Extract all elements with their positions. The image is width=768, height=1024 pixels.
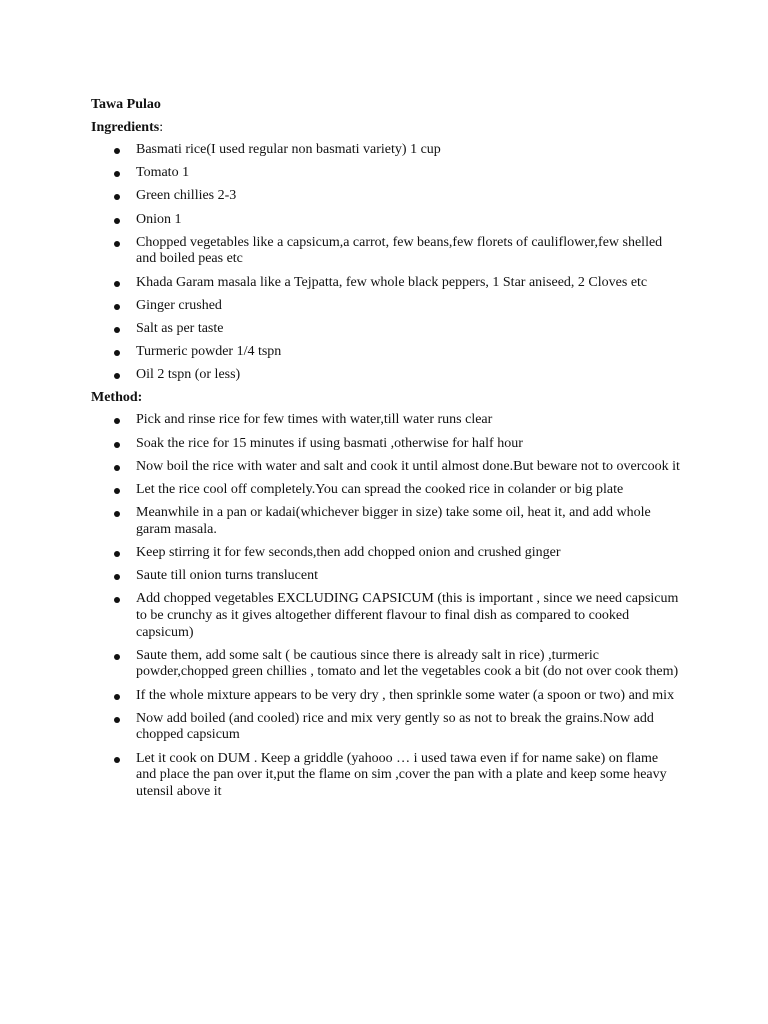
method-step xyxy=(91,505,681,538)
ingredient-item xyxy=(91,321,681,338)
method-step-text: Now boil the rice with water and salt and cook it until almost done.But beware not to overcook it xyxy=(136,458,680,474)
method-step xyxy=(91,412,681,429)
ingredients-heading-text: Ingredients xyxy=(91,120,160,135)
method-step-text: If the whole mixture appears to be very dry , then sprinkle some water (a spoon or two) and mix xyxy=(136,687,675,703)
ingredient-item xyxy=(91,188,681,205)
ingredient-item xyxy=(91,235,681,268)
bullet-icon xyxy=(114,171,120,177)
bullet-icon xyxy=(114,373,120,379)
method-step-text: Let it cook on DUM . Keep a griddle (yahooo … i used tawa even if for name sake) on flame and place the pan over it,put the flame on sim ,cover the pan with a plate and keep some heavy utensil above it xyxy=(136,750,667,799)
method-step-text: Soak the rice for 15 minutes if using basmati ,otherwise for half hour xyxy=(136,435,523,451)
method-step xyxy=(91,711,681,744)
ingredient-text: Basmati rice(I used regular non basmati variety) 1 cup xyxy=(136,142,441,157)
document-body xyxy=(91,97,681,807)
bullet-icon xyxy=(114,465,120,471)
method-heading: Method: xyxy=(91,390,143,406)
method-step-text: Pick and rinse rice for few times with water,till water runs clear xyxy=(136,412,493,428)
ingredient-text: Chopped vegetables like a capsicum,a carrot, few beans,few florets of cauliflower,few shelled and boiled peas etc xyxy=(136,234,663,267)
bullet-icon xyxy=(114,148,120,154)
bullet-icon xyxy=(114,281,120,287)
bullet-icon xyxy=(114,488,120,494)
ingredient-text: Khada Garam masala like a Tejpatta, few whole black peppers, 1 Star aniseed, 2 Cloves etc xyxy=(136,274,648,290)
ingredients-list xyxy=(91,142,681,384)
method-step xyxy=(91,482,681,499)
recipe-title: Tawa Pulao xyxy=(91,97,161,112)
ingredient-text: Ginger crushed xyxy=(136,297,222,313)
ingredient-item xyxy=(91,142,681,159)
ingredients-heading-colon: : xyxy=(159,120,164,135)
bullet-icon xyxy=(114,551,120,557)
method-step-text: Meanwhile in a pan or kadai(whichever bigger in size) take some oil, heat it, and add whole garam masala. xyxy=(136,505,651,537)
bullet-icon xyxy=(114,574,120,580)
method-step xyxy=(91,459,681,476)
ingredient-item xyxy=(91,212,681,229)
method-step-text: Saute till onion turns translucent xyxy=(136,568,318,584)
method-step xyxy=(91,591,681,641)
ingredient-text: Turmeric powder 1/4 tspn xyxy=(136,344,282,360)
ingredients-heading xyxy=(91,120,681,136)
method-step xyxy=(91,751,681,801)
bullet-icon xyxy=(114,442,120,448)
ingredient-item xyxy=(91,344,681,361)
method-step xyxy=(91,545,681,562)
bullet-icon xyxy=(114,327,120,333)
bullet-icon xyxy=(114,194,120,200)
method-list xyxy=(91,412,681,800)
method-step xyxy=(91,648,681,681)
ingredient-text: Green chillies 2-3 xyxy=(136,188,237,204)
bullet-icon xyxy=(114,350,120,356)
method-step xyxy=(91,688,681,705)
method-step xyxy=(91,568,681,585)
method-step-text: Now add boiled (and cooled) rice and mix very gently so as not to break the grains.Now add chopped capsicum xyxy=(136,710,654,743)
bullet-icon xyxy=(114,694,120,700)
bullet-icon xyxy=(114,597,120,603)
ingredient-item xyxy=(91,367,681,384)
ingredient-item xyxy=(91,298,681,315)
ingredient-text: Onion 1 xyxy=(136,211,182,227)
bullet-icon xyxy=(114,304,120,310)
bullet-icon xyxy=(114,717,120,723)
bullet-icon xyxy=(114,654,120,660)
ingredient-item xyxy=(91,275,681,292)
method-step-text: Keep stirring it for few seconds,then add chopped onion and crushed ginger xyxy=(136,545,561,560)
bullet-icon xyxy=(114,511,120,517)
ingredient-text: Oil 2 tspn (or less) xyxy=(136,367,241,383)
bullet-icon xyxy=(114,218,120,224)
method-step-text: Saute them, add some salt ( be cautious since there is already salt in rice) ,turmeric powder,chopped green chillies , tomato and let the vegetables cook a bit (do not over cook them) xyxy=(136,647,679,680)
ingredient-text: Salt as per taste xyxy=(136,320,224,336)
ingredient-text: Tomato 1 xyxy=(136,165,190,181)
method-step xyxy=(91,436,681,453)
method-step-text: Let the rice cool off completely.You can spread the cooked rice in colander or big plate xyxy=(136,482,624,498)
bullet-icon xyxy=(114,241,120,247)
method-step-text: Add chopped vegetables EXCLUDING CAPSICUM (this is important , since we need capsicum to be crunchy as it gives altogether different flavour to final dish as compared to cooked capsicum) xyxy=(136,591,679,640)
bullet-icon xyxy=(114,418,120,424)
ingredient-item xyxy=(91,165,681,182)
bullet-icon xyxy=(114,757,120,763)
